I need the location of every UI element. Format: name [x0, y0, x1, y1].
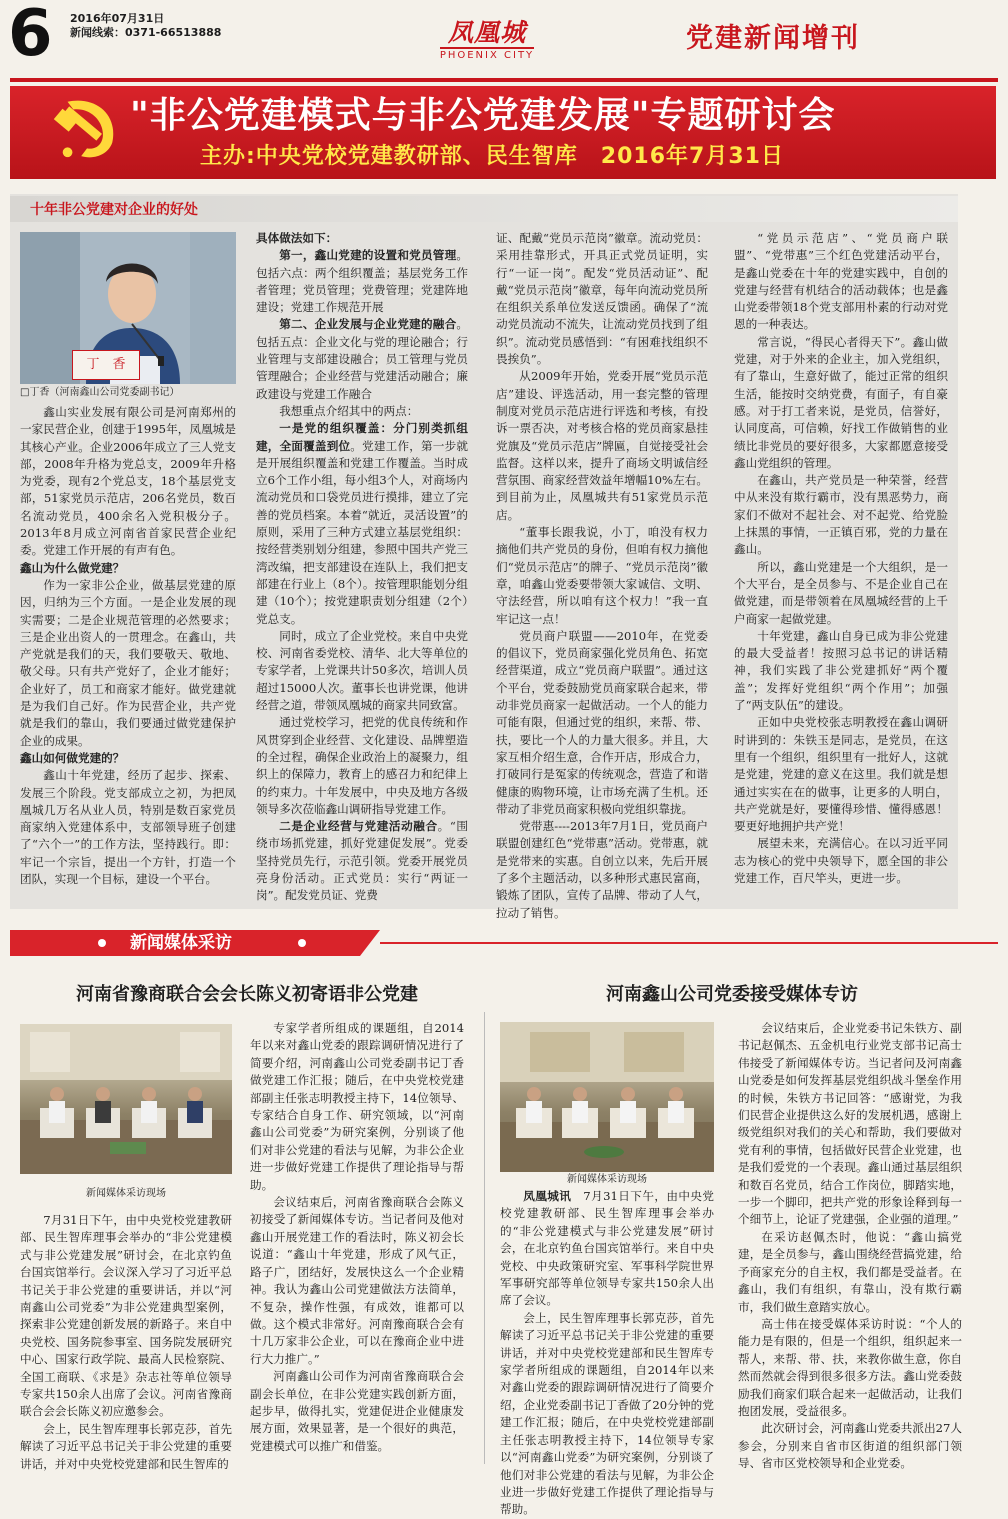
paragraph: 此次研讨会，河南鑫山党委共派出27人参会，分别来自省市区街道的组织部门领导、省市区党校领导和企业党委。: [738, 1421, 962, 1471]
left-article-column-1: [20, 1212, 232, 1473]
paragraph: 正如中央党校张志明教授在鑫山调研时讲到的：朱铁玉是同志，是党员，在这里有一个组织，组织里有一批好人，这就是党建，党建的意义在这里。我们就是想通过实实在在的做事，让更多的人明白，共产党就是好，要懂得珍惜、懂得感恩！要更好地拥护共产党！: [734, 715, 948, 834]
right-article-column-2: [738, 1020, 962, 1473]
right-article-title: 河南鑫山公司党委接受媒体专访: [606, 984, 858, 1005]
paragraph: “董事长跟我说，小丁，咱没有权力摘他们共产党员的身份，但咱有权力摘他们“党员示范店”的牌子、“党员示范岗”徽章，咱鑫山党委要带领大家诚信、文明、守法经营，所以咱有这个权力！”我一直牢记这一点！: [496, 525, 708, 626]
photo-caption: □丁香（河南鑫山公司党委副书记）: [20, 384, 236, 402]
brand-name-en: PHOENIX CITY: [439, 50, 535, 61]
right-article-column-1: [500, 1188, 714, 1519]
page-number: 6: [8, 0, 53, 71]
paragraph: [256, 247, 468, 316]
paragraph-lead: 二是企业经营与党建活动融合: [279, 819, 438, 834]
paragraph: 在鑫山，共产党员是一种荣誉，经营中从来没有欺行霸市，没有黑恶势力，商家们不做对不起社会、对不起党、给党脸上抹黑的事情，一正镇百邪，党的力量在鑫山。: [734, 473, 948, 557]
article-column-4: [734, 230, 948, 887]
meeting-illustration: [20, 1024, 232, 1174]
paragraph-text: 7月31日下午，由中央党校党建教研部、民生智库理事会举办的“非公党建模式与非公党建发展”研讨会，在北京钓鱼台国宾馆举行。来自中央党校、中央政策研究室、军事科学院世界军事研究部等单位领导专家共150余人出席了会议。: [500, 1189, 714, 1308]
paragraph: 会上，民生智库理事长郭克莎，首先解读了习近平总书记关于非公党建的重要讲话，并对中央党校党建部和民生智库专家学者所组成的课题组，自2014年以来对鑫山党委的跟踪调研情况进行了简要介绍，企业党委副书记丁香做了20分钟的党建工作汇报；随后，在中央党校党建部副主任张志明教授主持下，14位领导专家以“河南鑫山党委”为研究案例，分别谈了他们对非公党建的看法与见解，为非公企业进一步做好党建工作提供了理论指导与帮助。: [500, 1310, 714, 1517]
paragraph-lead: 第二、企业发展与企业党建的融合: [279, 317, 457, 332]
paragraph: 会议结束后，河南省豫商联合会陈义初接受了新闻媒体专访。当记者问及他对鑫山开展党建工作的看法时，陈义初会长说道：“鑫山十年党建，形成了风气正，路子广，团结好，发展快这么一个企业精神。我认为鑫山公司党建做法方法简单，不复杂，操作性强，有成效，谁都可以做。这个模式非常好。河南豫商联合会有十几万家非公企业，可以在豫商企业中进行大力推广。”: [250, 1195, 464, 1366]
left-article-title: 河南省豫商联合会会长陈义初寄语非公党建: [76, 984, 418, 1005]
photo-caption-left: 新闻媒体采访现场: [86, 1188, 166, 1199]
paragraph: 党带惠----2013年7月1日，党员商户联盟创建红色“党带惠”活动。党带惠，就是党带来的实惠。自创立以来，先后开展了多个主题活动，以多种形式惠民富商，锻炼了团队，宣传了品牌、带动了人气，拉动了销售。: [496, 819, 708, 920]
paragraph: 会议结束后，企业党委书记朱铁方、副书记赵佩杰、五金机电行业党支部书记高士伟接受了新闻媒体专访。当记者问及河南鑫山党委是如何发挥基层党组织战斗堡垒作用的时候，朱铁方书记回答：“感谢党，为我们民营企业提供这么好的发展机遇，感谢上级党组织对我们的关心和帮助，我们要做对党有利的事情，包括做好民营企业党建，也是我们爱党的一个表现。鑫山通过基层组织和数百名党员，结合工作岗位，脚踏实地，一步一个脚印，把共产党的形象诠释到每一个细节上，论证了党建强，企业强的道理。”: [738, 1021, 962, 1227]
paragraph: 十年党建，鑫山自身已成为非公党建的最大受益者！按照习总书记的讲话精神，我们实践了非公党建抓好“两个覆盖”；发挥好党组织“两个作用”；加强了“两支队伍”的建设。: [734, 628, 948, 713]
paragraph: 证、配戴“党员示范岗”徽章。流动党员：采用挂靠形式，开具正式党员证明，实行“一证一岗”。配发“党员活动证”、配戴“党员示范岗”徽章，每年向流动党员所在组织关系单位发送反馈函。确保了“流动党员流动不流失，让流动党员找到了组织”。流动党员感悟到：“有困难找组织不畏挨负”。: [496, 231, 708, 367]
meeting-illustration: [500, 1022, 714, 1172]
paragraph: 7月31日下午，由中央党校党建教研部、民生智库理事会举办的“非公党建模式与非公党建发展”研讨会，在北京钓鱼台国宾馆举行。会议深入学习了习近平总书记关于非公党建的重要讲话，并以“河南鑫山公司党委”为非公党建典型案例，探索非公党建创新发展的新路子。来自中央党校、国务院参事室、国务院发展研究中心、国家行政学院、最高人民检察院、全国工商联、《求是》杂志社等单位领导专家共150余人出席了会议。河南省豫商联合会会长陈义初应邀参会。: [20, 1213, 232, 1419]
speaker-photo: [20, 232, 236, 384]
right-article-lead-paragraph: [500, 1188, 714, 1310]
paragraph: 通过党校学习，把党的优良传统和作风贯穿到企业经营、文化建设、品牌塑造的全过程，确保企业政治上的凝聚力，组织上的保障力，教育上的感召力和纪律上的约束力。十年发展中，中央及地方各级领导多次莅临鑫山调研指导党建工作。: [256, 715, 468, 816]
paragraph: 我想重点介绍其中的两点：: [279, 403, 419, 418]
photo-caption-right: 新闻媒体采访现场: [567, 1174, 647, 1185]
paragraph-text: 。包括五点：企业文化与党的理论融合；行业管理与支部建设融合；员工管理与党员管理融合；企业经营与党建活动融合；廉政建设与党建工作融合: [256, 317, 468, 401]
media-section-title: 新闻媒体采访: [130, 933, 232, 953]
paragraph: 在采访赵佩杰时，他说：“鑫山搞党建，是全员参与，鑫山围绕经营搞党建，给予商家充分的自主权，我们都是受益者。在鑫山，我们有组织，有靠山，没有欺行霸市，我们做生意踏实放心。: [738, 1229, 962, 1314]
feature-section-title: 十年非公党建对企业的好处: [30, 202, 198, 218]
subheading: 鑫山如何做党建的？: [20, 750, 125, 765]
masthead-rule: [10, 78, 998, 82]
seminar-banner: [10, 86, 996, 179]
paragraph: 作为一家非公企业，做基层党建的原因，归纳为三个方面。一是企业发展的现实需要；二是企业规范管理的必然要求；三是企业出资人的一贯理念。在鑫山，共产党就是我们的天，我们要敬天、敬地、敬父母。只有共产党好了，企业才能好；企业好了，员工和商家才能好。做党建就是为我们自己好。作为民营企业，共产党就是我们的靠山，我们要通过做党建保护企业的成果。: [20, 577, 236, 748]
interview-photo-right: [500, 1022, 714, 1172]
dateline: 凤凰城讯: [523, 1189, 572, 1203]
brand-name-cn: 凤凰城: [447, 18, 526, 47]
subheading: 具体做法如下：: [256, 231, 338, 245]
paragraph: 鑫山实业发展有限公司是河南郑州的一家民营企业，创建于1995年，凤凰城是其核心产业。企业2006年成立了三人党支部，2008年升格为党总支，2009年升格为党委，现有2个党总支，18个基层党支部，51家党员示范店，206名党员，数百名流动党员，400余名入党积极分子。2013年8月成立河南省首家民营企业纪委。党建工作开展的有声有色。: [20, 405, 236, 558]
name-card: 丁 香: [72, 350, 140, 380]
brand-logo: [432, 20, 542, 62]
article-column-1: [20, 404, 236, 888]
paragraph: 高士伟在接受媒体采访时说：“个人的能力是有限的，但是一个组织，组织起来一帮人，来帮、带、扶，来教你做生意，你自然而然就会得到很多很多方法。鑫山党委鼓励我们商家们联合起来一起做活动，让我们抱团发展，受益很多。: [738, 1316, 962, 1418]
banner-title: "非公党建模式与非公党建发展"专题研讨会: [130, 95, 836, 136]
left-article-column-2: [250, 1020, 464, 1455]
date-hotline: [70, 12, 221, 40]
paragraph: 所以，鑫山党建是一个大组织，是一个大平台，是全员参与、不是企业自己在做党建，而是带领着在凤凰城经营的上千户商家一起做党建。: [734, 559, 948, 626]
paragraph: 同时，成立了企业党校。来自中央党校、河南省委党校、清华、北大等单位的专家学者，上党课共计50多次，培训人员超过15000人次。董事长也讲党课，他讲经营之道，带领凤凰城的商家共同致富。: [256, 628, 468, 713]
paragraph: 常言说，“得民心者得天下”。鑫山做党建，对于外来的企业主，加入党组织，有了靠山，生意好做了，能过正常的组织生活，能按时交纳党费，有面子，有自豪感。对于打工者来说，是党员，信誉好，认同度高，可信赖，好找工作做销售的业绩比非党员的要好很多，大家都愿意接受鑫山党组织的管理。: [734, 334, 948, 470]
paragraph-lead: 第一，鑫山党建的设置和党员管理: [279, 248, 457, 263]
hammer-sickle-icon: [48, 92, 126, 162]
news-hotline: 新闻线索：0371-66513888: [70, 26, 222, 39]
paragraph: [256, 818, 468, 904]
column-divider: [484, 1012, 485, 1464]
paragraph: 河南鑫山公司作为河南省豫商联合会副会长单位，在非公党建实践创新方面，起步早，做得扎实，党建促进企业健康发展方面，效果显著，是一个很好的典范，党建模式可以推广和借鉴。: [250, 1369, 464, 1453]
paragraph: 专家学者所组成的课题组，自2014年以来对鑫山党委的跟踪调研情况进行了简要介绍，河南鑫山公司党委副书记丁香做党建工作汇报；随后，在中央党校党建部副主任张志明教授主持下，14位领导、专家结合自身工作、研究领域，以“河南鑫山公司党委”为研究案例，分别谈了他们对非公党建的看法与见解，为非公企业进一步做好党建工作提供了理论指导与帮助。: [250, 1021, 464, 1192]
paragraph: 党员商户联盟——2010年，在党委的倡议下，党员商家强化党员角色、拓宽经营渠道，成立“党员商户联盟”。通过这个平台，党委鼓励党员商家联合起来，带动非党员商家一起做活动。一个人的能力可能有限，但通过党的组织，来帮、带、扶，要比一个人的力量大很多。并且，大家互相介绍生意，合作开店，形成合力，打破同行是冤家的传统观念，营造了和谐健康的购物环境，让市场充满了生机。还带动了非党员商家积极向党组织靠拢。: [496, 628, 708, 816]
subheading: 鑫山为什么做党建？: [20, 560, 125, 575]
paragraph: 鑫山十年党建，经历了起步、探索、发展三个阶段。党支部成立之初，为把凤凰城几万名从业人员，特别是数百家党员商家纳入党建体系中，支部领导班子创建了“六个一”的工作方法，坚持践行。即：牢记一个宗旨，提出一个方针，打造一个团队，实现一个目标，建设一个平台。: [20, 768, 236, 887]
paragraph-text: 。“围绕市场抓党建，抓好党建促发展”。党委坚持党员先行，示范引领。党委开展党员亮身份活动。正式党员：实行“两证一岗”。配发党员证、党费: [256, 819, 468, 903]
paragraph-text: 。党建工作，第一步就是开展组织覆盖和党建工作覆盖。当时成立6个工作小组，每小组3个人，对商场内流动党员和口袋党员进行摸排，建立了完善的党员档案。本着“就近，灵活设置”的原则，采用了三种方式建立基层党组织：按经营类别划分组建，参照中国共产党三湾改编，把支部建设在连队上，我们把支部建在行业上（8个）。按管理职能划分组建（10个）；按党建职责划分组建（2个）党总支。: [256, 438, 468, 626]
article-column-2: [256, 230, 468, 905]
banner-subtitle: 主办:中央党校党建教研部、民生智库 2016年7月31日: [200, 144, 784, 169]
paragraph: [256, 420, 468, 628]
interview-photo-left: [20, 1024, 232, 1174]
paragraph: 会上，民生智库理事长郭克莎，首先解读了习近平总书记关于非公党建的重要讲话，并对中央党校党建部和民生智库的: [20, 1421, 232, 1471]
media-section-rule: [380, 942, 998, 944]
paragraph-lead: 一是党的组织覆盖：分门别类抓组建，全面覆盖到位: [256, 421, 468, 453]
paragraph-text: 。包括六点：两个组织覆盖；基层党务工作者管理；党员管理；党费管理；党建阵地建设；党建工作规范开展: [256, 248, 468, 315]
supplement-title: 党建新闻增刊: [686, 23, 860, 54]
paragraph: “党员示范店”、“党员商户联盟”、“党带惠”三个红色党建活动平台，是鑫山党委在十年的党建实践中，自创的党建与经营有机结合的活动载体；也是鑫山党委带领18个党支部用朴素的行动对党恩的一种表达。: [734, 231, 948, 332]
article-column-3: [496, 230, 708, 922]
issue-date: 2016年07月31日: [70, 12, 165, 25]
paragraph: [256, 316, 468, 402]
paragraph: 展望未来，充满信心。在以习近平同志为核心的党中央领导下，愿全国的非公党建工作，百尺竿头，更进一步。: [734, 836, 948, 885]
paragraph: 从2009年开始，党委开展“党员示范店”建设、评选活动，用一套完整的管理制度对党员示范店进行评选和考核，有投诉一票否决，对考核合格的党员商家悬挂党旗及“党员示范店”牌匾，自觉接受社会监督。这样以来，提升了商场文明诚信经营氛围、商家经营效益年增幅10%左右。到目前为止，凤凰城共有51家党员示范店。: [496, 369, 708, 522]
